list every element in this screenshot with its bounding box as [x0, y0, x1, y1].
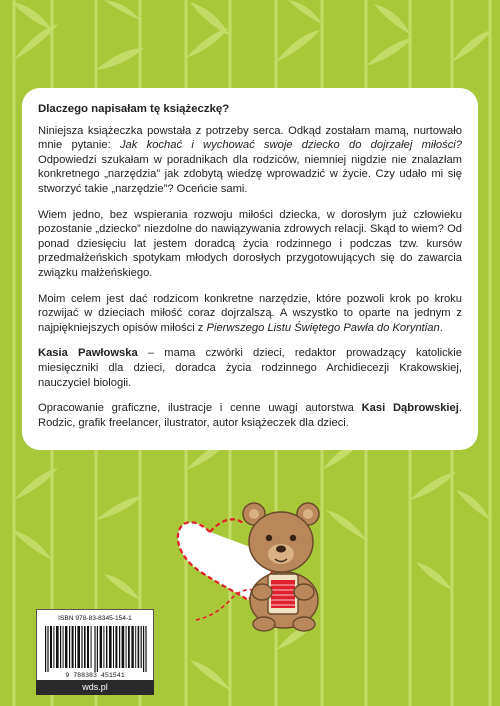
paragraph-goal-source: Pierwszego Listu Świętego Pawła do Koryntian [206, 321, 440, 334]
paragraph-intro-question: Jak kochać i wychować swoje dziecko do dojrzałej miłości? [119, 139, 462, 152]
illustrator-name: Kasi Dąbrowskiej [361, 402, 459, 415]
paragraph-goal-text: Moim celem jest dać rodzicom konkretne narzędzie, które pozwoli krok po kroku rozwijać w dzieciach miłość coraz dojrzalszą. A wszystko to oparte na jednym z najpiękniejszych opisów miłości z [38, 292, 462, 334]
author-name: Kasia Pawłowska [38, 347, 138, 360]
paragraph-intro [38, 124, 462, 197]
isbn-number: ISBN 978-83-8345-154-1 [58, 615, 132, 622]
card-heading: Dlaczego napisałam tę książeczkę? [38, 103, 230, 115]
teddy-bear-with-thread-spool-icon [170, 488, 330, 632]
text-card [22, 88, 478, 450]
author-bio [38, 346, 462, 390]
illustrator-credit [38, 401, 462, 430]
paragraph-goal [38, 292, 462, 336]
paragraph-goal-end: . [439, 321, 443, 334]
author-description: – mama czwórki dzieci, redaktor prowadzący katolickie miesięczniki dla dzieci, doradca życia rodzinnego Archidiecezji Krakowskiej, nauczyciel biologii. [38, 347, 462, 389]
paragraph-intro-text: Niniejsza książeczka powstała z potrzeby serca. Odkąd zostałam mamą, nurtowało mnie pytanie: [38, 124, 462, 152]
barcode-digits: 9 788383 451541 [65, 672, 125, 679]
barcode-icon [45, 626, 147, 672]
illustrator-credit-text: Opracowanie graficzne, ilustracje i cenne uwagi autorstwa [38, 402, 362, 415]
paragraph-experience: Wiem jedno, bez wspierania rozwoju miłości dziecka, w dorosłym już człowieku pozostanie „dziecko” niezdolne do nawiązywania zdrowych relacji. Skąd to wiem? Od ponad dziesięciu lat jestem doradcą życia rodzinnego i podczas tzw. kursów przedmałżeńskich spotykam młodych dorosłych przygotowujących się do zawarcia związku małżeńskiego. [38, 208, 462, 279]
paragraph-intro-rest: Odpowiedzi szukałam w poradnikach dla rodziców, niemniej nigdzie nie znalazłam konkretnego „narzędzia” jak zdobytą wiedzę wprowadzić w życie. Czy udało mi się stworzyć takie „narzędzie”? Oceńcie sami. [38, 153, 462, 195]
illustrator-description: . Rodzic, grafik freelancer, ilustrator, autor książeczek dla dzieci. [38, 402, 462, 429]
publisher-website: wds.pl [36, 680, 154, 695]
